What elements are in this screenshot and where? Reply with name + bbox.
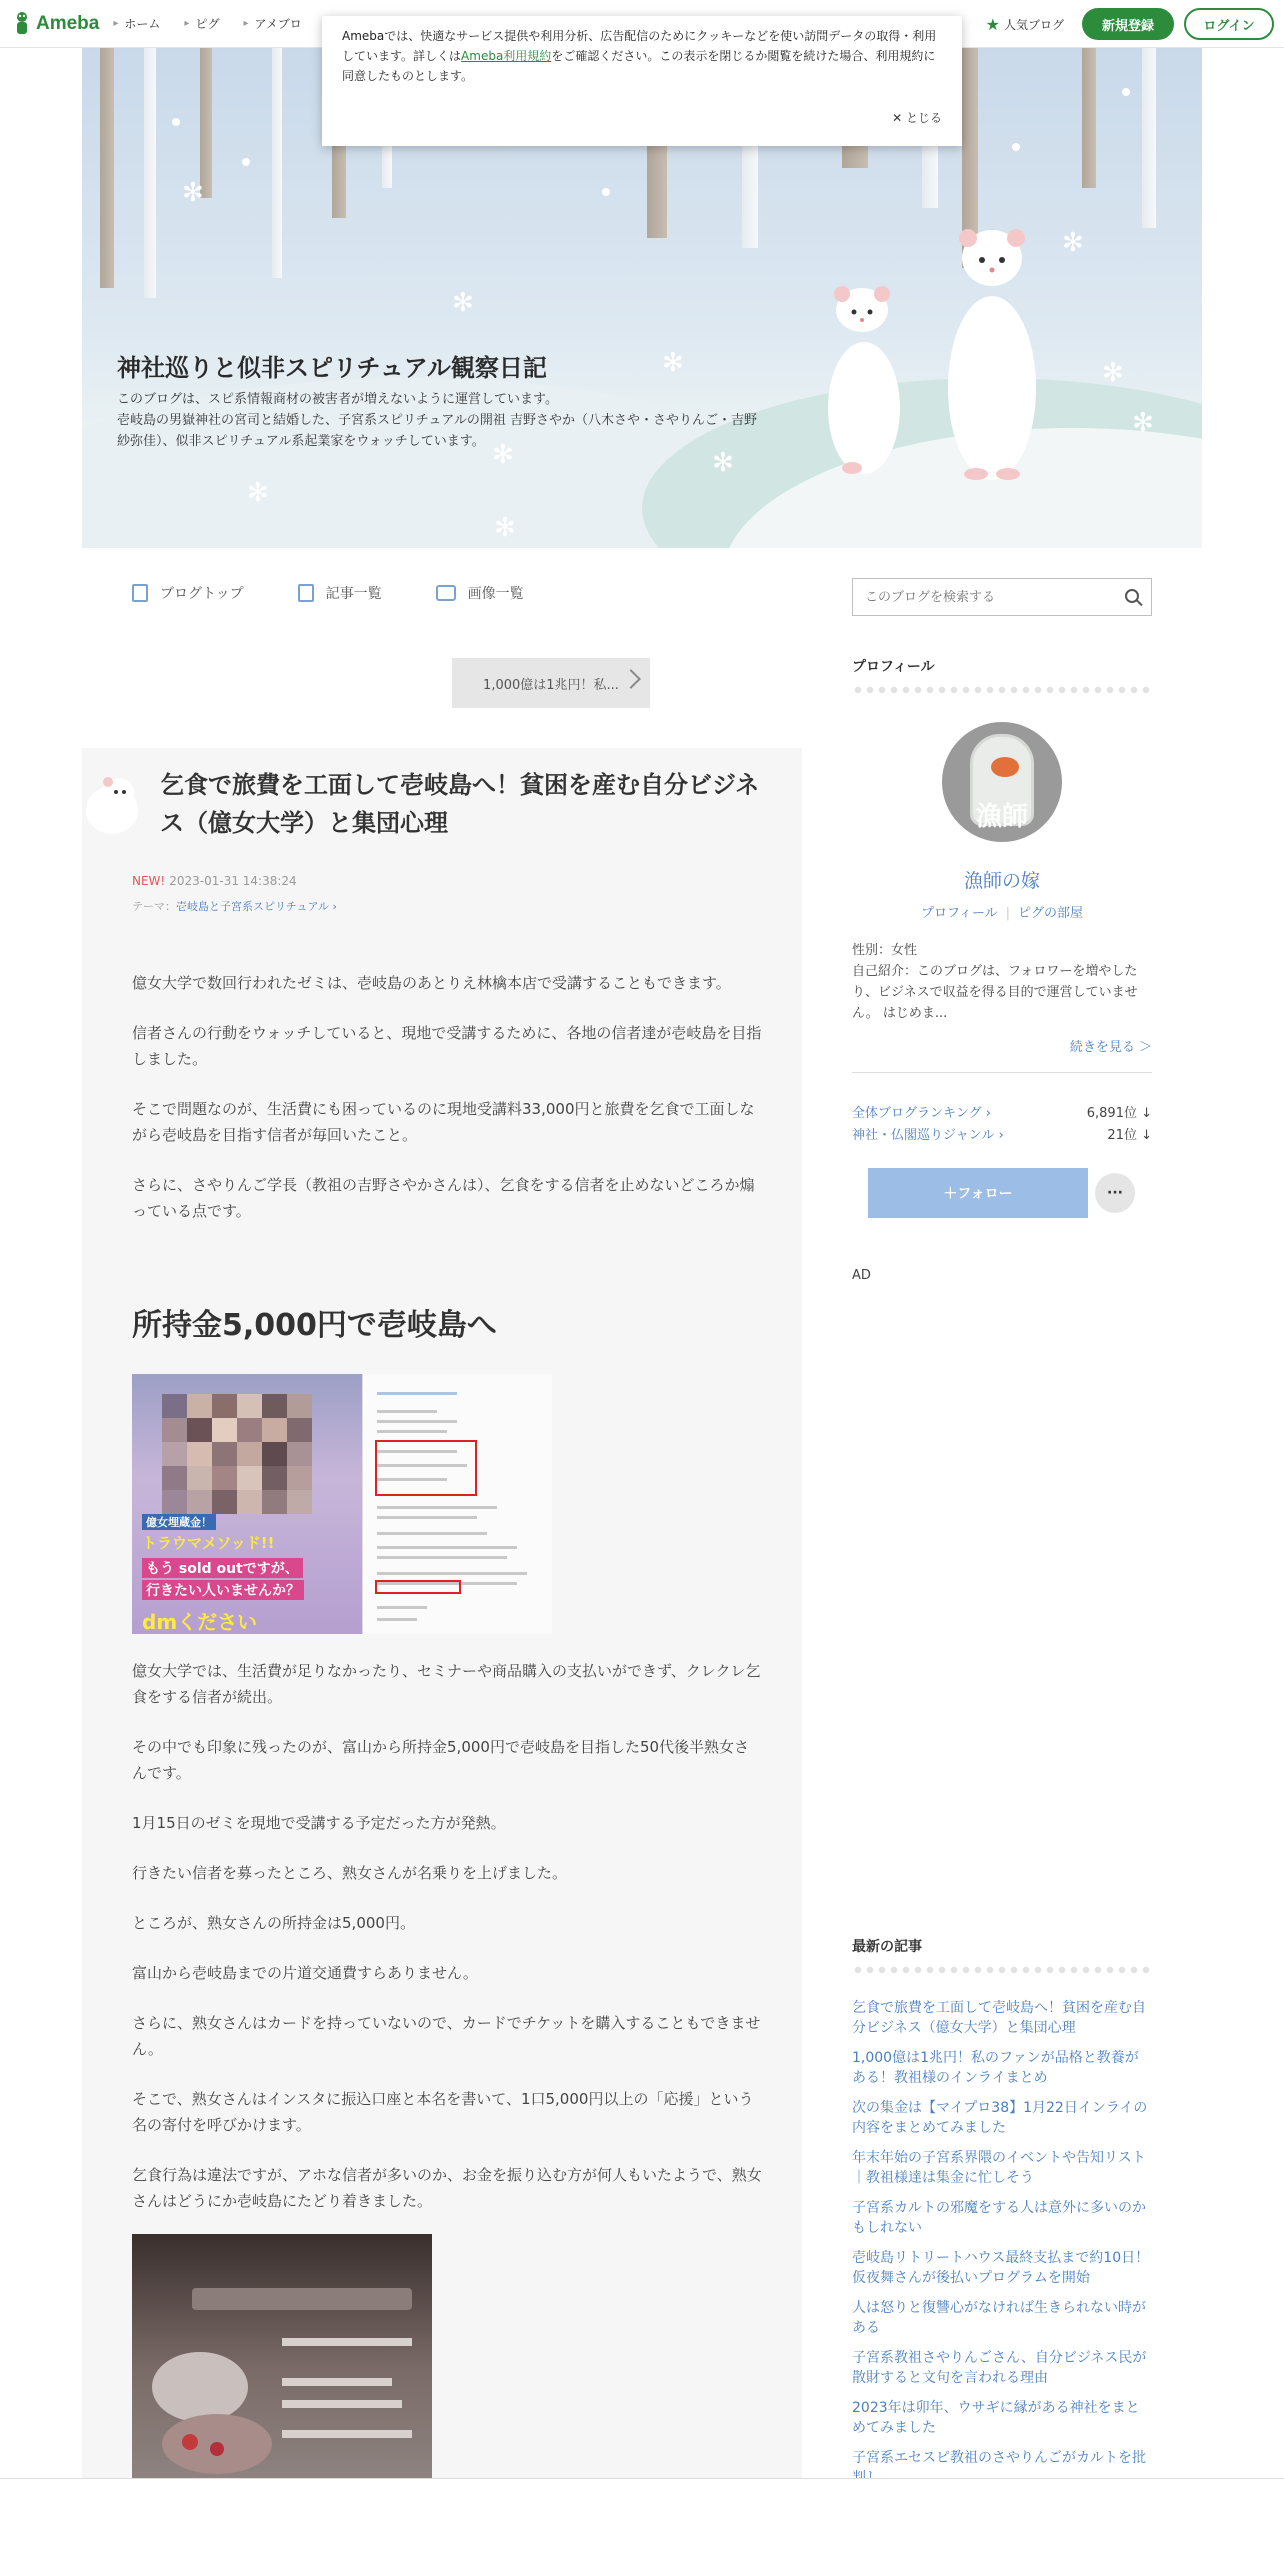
- article-meta: [132, 874, 297, 888]
- cookie-close-button[interactable]: ✕ とじる: [892, 111, 942, 125]
- article-body-a: [132, 970, 762, 1248]
- nav-ameblo-label: アメブロ: [254, 17, 302, 31]
- nav-pig[interactable]: [184, 15, 219, 32]
- menu-line: [282, 2400, 402, 2408]
- paragraph: 行きたい信者を募ったところ、熟女さんが名乗りを上げました。: [132, 1864, 568, 1882]
- text-line: [377, 1532, 487, 1535]
- divider: |: [1005, 906, 1011, 921]
- bottom-bar: [0, 2478, 1284, 2568]
- text-line: [377, 1450, 457, 1453]
- mosaic-blur: [162, 1394, 312, 1514]
- instagram-story-screenshot: [132, 1374, 362, 1634]
- text-line: [377, 1464, 467, 1467]
- new-badge: NEW!: [132, 874, 166, 888]
- article-theme: [132, 898, 337, 914]
- recent-article-link[interactable]: 壱岐島リトリートハウス最終支払まで約10日！仮夜舞さんが後払いプログラムを開始: [852, 2250, 1150, 2286]
- paragraph: そこで、熟女さんはインスタに振込口座と本名を書いて、1口5,000円以上の「応援」という名の寄付を呼びかけます。: [132, 2090, 754, 2134]
- popular-blogs-label: 人気ブログ: [1003, 17, 1064, 32]
- theme-link[interactable]: 壱岐島と子宮系スピリチュアル: [176, 900, 330, 913]
- recent-article-link[interactable]: 子宮系教祖さやりんごさん、自分ビジネス民が散財すると文句を言われる理由: [852, 2350, 1147, 2386]
- blog-title[interactable]: 神社巡りと似非スピリチュアル観察日記: [117, 354, 547, 382]
- paragraph: 乞食行為は違法ですが、アホな信者が多いのか、お金を振り込む方が何人もいたようで、熟女さんはどうにか壱岐島にたどり着きました。: [132, 2166, 762, 2210]
- recent-article-link[interactable]: 次の集金は【マイプロ38】1月22日インライの内容をまとめてみました: [852, 2100, 1148, 2136]
- blog-search-input[interactable]: [865, 590, 1105, 605]
- divider: [852, 1072, 1152, 1073]
- prev-article-label: 1,000億は1兆円！私...: [483, 677, 619, 693]
- nav-home[interactable]: [113, 15, 160, 32]
- snowflake-icon: ✻: [662, 348, 684, 378]
- nav-home-label: ホーム: [124, 17, 161, 31]
- register-button[interactable]: 新規登録: [1082, 8, 1174, 40]
- dotted-divider: [852, 686, 1152, 694]
- snowflake-icon: ✻: [247, 478, 269, 508]
- logo-text: Ameba: [36, 12, 100, 34]
- paragraph: そこで問題なのが、生活費にも困っているのに現地受講料33,000円と旅費を乞食で工面しながら壱岐島を目指す信者が毎回いたこと。: [132, 1100, 755, 1144]
- instagram-text-screenshot: [362, 1374, 552, 1634]
- paragraph: 億女大学で数回行われたゼミは、壱岐島のあとりえ林檎本店で受講することもできます。: [132, 974, 731, 992]
- paragraph: 1月15日のゼミを現地で受講する予定だった方が発熱。: [132, 1814, 506, 1832]
- menu-line: [282, 2338, 412, 2346]
- cookie-banner: [322, 16, 962, 146]
- global-nav-links: [113, 15, 325, 32]
- article-date: 2023-01-31 14:38:24: [169, 874, 297, 888]
- snowflake-icon: ✻: [1132, 408, 1154, 438]
- blog-description: このブログは、スピ系情報商材の被害者が増えないように運営しています。 壱岐島の男嶽神社の宮司と結婚した、子宮系スピリチュアルの開祖 吉野さやか（八木さや・さやりんご・吉野紗弥佳）、似非スピリチュアル系起業家をウォッチしています。: [117, 392, 757, 449]
- text-line: [377, 1506, 497, 1509]
- global-nav-right: [986, 8, 1274, 40]
- document-icon: [132, 584, 148, 602]
- snowflake-icon: ✻: [182, 178, 204, 208]
- blog-search: [852, 578, 1152, 616]
- more-options-button[interactable]: ···: [1095, 1173, 1135, 1213]
- tree-decoration: [100, 48, 114, 288]
- rank-genre-row: [852, 1124, 1152, 1143]
- documents-icon: [298, 584, 314, 602]
- chevron-right-icon: ▸: [184, 18, 190, 29]
- star-icon: ★: [985, 14, 1000, 34]
- snow-dot: [1122, 88, 1130, 96]
- ameba-logo[interactable]: [12, 11, 99, 37]
- profile-link[interactable]: プロフィール: [920, 906, 998, 921]
- article-list-label: 記事一覧: [325, 586, 382, 602]
- berry-shape: [182, 2434, 198, 2450]
- text-line: [377, 1478, 447, 1481]
- promo-line: トラウマメソッド!!: [142, 1534, 275, 1552]
- profile-gender: 性別：女性: [852, 943, 918, 958]
- profile-links: [852, 902, 1152, 921]
- recent-article-link[interactable]: 人は怒りと復讐心がなければ生きられない時がある: [852, 2300, 1146, 2336]
- pig-room-link[interactable]: ピグの部屋: [1018, 906, 1084, 921]
- search-icon[interactable]: [1125, 589, 1139, 603]
- ermine-illustration: [932, 208, 1052, 488]
- theme-label: テーマ：: [132, 900, 176, 913]
- blog-title-box: [117, 348, 757, 452]
- snowflake-icon: ✻: [494, 513, 516, 543]
- text-line: [377, 1516, 477, 1519]
- ameba-logo-icon: [12, 11, 32, 37]
- tree-decoration: [144, 48, 156, 298]
- text-line: [377, 1606, 427, 1609]
- paragraph: さらに、熟女さんはカードを持っていないので、カードでチケットを購入することもできません。: [132, 2014, 761, 2058]
- paragraph: 億女大学では、生活費が足りなかったり、セミナーや商品購入の支払いができず、クレクレ乞食をする信者が続出。: [132, 1662, 761, 1706]
- chevron-right-icon: [621, 669, 641, 689]
- ad-label: AD: [852, 1268, 871, 1283]
- teacup-shape: [152, 2352, 248, 2422]
- paragraph: 富山から壱岐島までの片道交通費すらありません。: [132, 1964, 478, 1982]
- rank-genre-value: 21位 ↓: [1107, 1128, 1152, 1143]
- text-line: [377, 1572, 527, 1575]
- article: [82, 748, 802, 2568]
- text-line: [377, 1420, 457, 1423]
- tree-decoration: [272, 48, 282, 278]
- nav-ameblo[interactable]: [243, 15, 301, 32]
- recent-articles-heading: 最新の記事: [852, 1939, 922, 1955]
- ermine-mascot-icon: [82, 770, 142, 836]
- highlight-box: [375, 1580, 461, 1594]
- recent-article-link[interactable]: 子宮系エセスピ教祖のさやりんごがカルトを批: [852, 2450, 1146, 2466]
- tree-decoration: [1142, 48, 1156, 228]
- dotted-divider: [852, 1966, 1152, 1974]
- article-title[interactable]: 乞食で旅費を工面して壱岐島へ！貧困を産む自分ビジネス（億女大学）と集団心理: [160, 771, 760, 837]
- chevron-right-icon: ▸: [113, 18, 119, 29]
- avatar-text: 漁師: [975, 802, 1028, 832]
- terms-link[interactable]: Ameba利用規約: [461, 49, 552, 63]
- recent-article-link[interactable]: 乞食で旅費を工面して壱岐島へ！貧困を産む自分ビジネス（億女大学）と集団心理: [852, 2000, 1146, 2036]
- tree-decoration: [1082, 48, 1096, 188]
- menu-line: [282, 2430, 412, 2438]
- profile-heading: プロフィール: [852, 659, 935, 675]
- text-line: [377, 1410, 437, 1413]
- recent-article-link[interactable]: 1,000億は1兆円！私のファンが品格と教養がある！教祖様のインライまとめ: [852, 2050, 1139, 2086]
- image-list-link[interactable]: [436, 583, 524, 603]
- snow-dot: [1012, 143, 1020, 151]
- snow-dot: [602, 188, 610, 196]
- profile-text: [852, 940, 1152, 1024]
- berry-shape: [210, 2442, 224, 2456]
- text-line: [377, 1430, 447, 1433]
- text-line: [377, 1618, 417, 1621]
- prev-article-link[interactable]: [452, 658, 650, 708]
- snow-dot: [242, 158, 250, 166]
- profile-intro: 自己紹介：このブログは、フォロワーを増やしたり、ビジネスで収益を得る目的で運営していません。 はじめま...: [852, 964, 1138, 1021]
- blog-nav: [132, 583, 578, 603]
- menu-header-band: [192, 2288, 412, 2310]
- ermine-illustration: [812, 268, 912, 478]
- promo-line: 行きたい人いませんか？: [142, 1580, 304, 1600]
- paragraph: ところが、熟女さんの所持金は5,000円。: [132, 1914, 415, 1932]
- paragraph: 信者さんの行動をウォッチしていると、現地で受講するために、各地の信者達が壱岐島を目指しました。: [132, 1024, 762, 1068]
- recent-article-link[interactable]: 年末年始の子宮系界隈のイベントや告知リスト｜教祖様達は集金に忙しそう: [852, 2150, 1146, 2186]
- chevron-right-icon: ›: [329, 900, 337, 913]
- article-image-instagram[interactable]: [132, 1374, 552, 1634]
- tree-decoration: [200, 48, 212, 198]
- follow-button[interactable]: ＋フォロー: [868, 1168, 1088, 1218]
- promo-line: dmください: [142, 1610, 258, 1634]
- text-line: [377, 1546, 517, 1549]
- paragraph: その中でも印象に残ったのが、富山から所持金5,000円で壱岐島を目指した50代後半熟女さんです。: [132, 1738, 750, 1782]
- menu-line: [282, 2378, 392, 2386]
- profile-name[interactable]: 漁師の嫁: [963, 870, 1040, 892]
- camera-icon: [436, 585, 456, 601]
- promo-line: もう sold outですが、: [142, 1558, 303, 1578]
- nav-pig-label: ピグ: [195, 17, 220, 31]
- highlight-box: [375, 1440, 477, 1496]
- blog-top-label: ブログトップ: [160, 586, 244, 602]
- text-line: [377, 1556, 507, 1559]
- snowflake-icon: ✻: [492, 440, 514, 470]
- section-heading: 所持金5,000円で壱岐島へ: [132, 1308, 497, 1343]
- fish-icon: [991, 757, 1019, 777]
- article-body-b: [132, 1658, 762, 2238]
- recent-article-link[interactable]: 2023年は卯年、ウサギに縁がある神社をまとめてみました: [852, 2400, 1140, 2436]
- text-line: [377, 1392, 457, 1395]
- cookie-text-after: をご確認ください。この表示を閉じるか閲覧を続けた場合、利用規約に同意したものとします。: [342, 49, 936, 83]
- snowflake-icon: ✻: [1062, 228, 1084, 258]
- chevron-right-icon: ›: [994, 1128, 1004, 1143]
- paragraph: さらに、さやりんご学長（教祖の吉野さやかさんは）、乞食をする信者を止めないどころか煽っている点です。: [132, 1176, 755, 1220]
- recent-article-link[interactable]: 子宮系カルトの邪魔をする人は意外に多いのかもしれない: [852, 2200, 1146, 2236]
- snow-dot: [172, 118, 180, 126]
- snowflake-icon: ✻: [452, 288, 474, 318]
- read-more-link[interactable]: 続きを見る ＞: [1069, 1040, 1152, 1055]
- chevron-right-icon: ▸: [243, 18, 249, 29]
- snowflake-icon: ✻: [1102, 358, 1124, 388]
- avatar[interactable]: [942, 722, 1062, 842]
- rank-all-value: 6,891位 ↓: [1086, 1106, 1152, 1121]
- rank-all-row: [852, 1102, 1152, 1121]
- article-list-link[interactable]: [298, 583, 382, 603]
- promo-line: 億女埋蔵金！: [142, 1514, 216, 1530]
- login-button[interactable]: ログイン: [1184, 8, 1274, 40]
- rank-genre-link[interactable]: 神社・仏閣巡りジャンル: [852, 1128, 995, 1143]
- rank-all-link[interactable]: 全体ブログランキング: [852, 1106, 982, 1121]
- popular-blogs-link[interactable]: [986, 15, 1064, 34]
- chevron-right-icon: ›: [981, 1106, 991, 1121]
- blog-top-link[interactable]: [132, 583, 244, 603]
- cookie-text-before: Amebaでは、快適なサービス提供や利用分析、広告配信のためにクッキーなどを使い訪問データの取得・利用しています。詳しくは: [342, 29, 937, 63]
- image-list-label: 画像一覧: [467, 586, 524, 602]
- snowflake-icon: ✻: [712, 448, 734, 478]
